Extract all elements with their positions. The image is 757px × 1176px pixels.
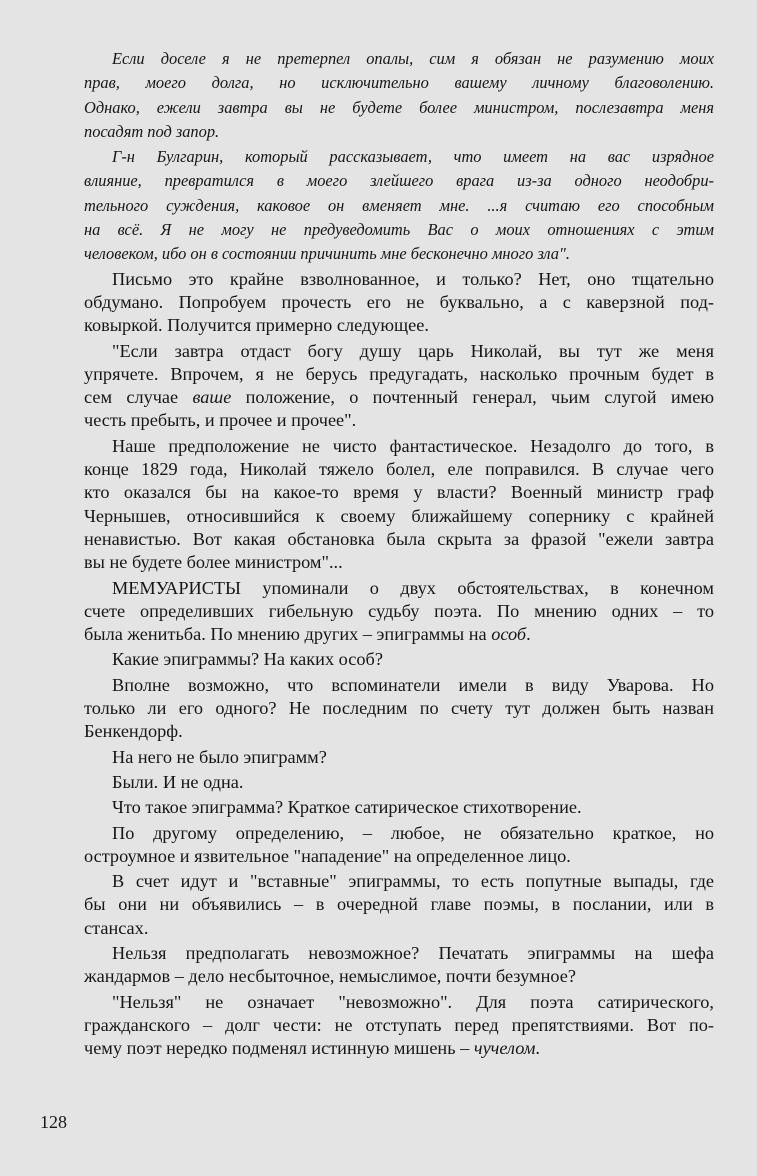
quoted-paragraph: [84, 145, 714, 266]
text-line: вы не будете более министром"...: [84, 552, 343, 573]
text-line: посадят под запор.: [84, 121, 220, 141]
text-line: Нельзя предполагать невозможное? Печатать эпиграммы на шефа: [112, 942, 714, 963]
text-line: ковыркой. Получится примерно следующее.: [84, 315, 429, 336]
emphasis: особ: [491, 624, 527, 645]
text-line: Наше предположение не чисто фантастическое. Незадолго до того, в: [112, 435, 714, 456]
paragraph: [84, 870, 714, 940]
text-line: остроумное и язвительное "нападение" на определенное лицо.: [84, 845, 571, 866]
text-line: честь пребыть, и прочее и прочее".: [84, 410, 357, 431]
text-line: По другому определению, – любое, не обязательно краткое, но: [112, 822, 714, 843]
text-line: жандармов – дело несбыточное, немыслимое, почти безумное?: [84, 966, 576, 987]
text-line: прав, моего долга, но исключительно вашему личному благоволению.: [84, 73, 714, 93]
text-line: гражданского – долг чести: не отступать перед препятствиями. Вот по-: [84, 1014, 714, 1035]
paragraph: [84, 435, 714, 575]
paragraph: [84, 771, 714, 794]
text-line: ненавистью. Вот какая обстановка была скрыта за фразой "ежели завтра: [84, 528, 714, 549]
text-line: Какие эпиграммы? На каких особ?: [112, 649, 383, 670]
emphasis: ваше: [192, 387, 232, 408]
text-line: тельного суждения, каковое он вменяет мне. ...я считаю его способным: [84, 195, 714, 215]
paragraph: [84, 577, 714, 647]
text-line: чему поэт нередко подменял истинную мишень – чучелом.: [84, 1038, 540, 1059]
text-line: В счет идут и "вставные" эпиграммы, то есть попутные выпады, где: [112, 871, 714, 892]
text-line: "Если завтра отдаст богу душу царь Николай, вы тут же меня: [112, 340, 714, 361]
text-line: Были. И не одна.: [112, 771, 244, 792]
paragraph: [84, 340, 714, 433]
paragraph: [84, 796, 714, 819]
paragraph: [84, 822, 714, 869]
text-line: была женитьба. По мнению других – эпиграммы на особ.: [84, 624, 531, 645]
text-line: человеком, ибо он в состоянии причинить мне бесконечно много зла".: [84, 244, 570, 264]
page-number: 128: [40, 1112, 67, 1132]
paragraph: [84, 746, 714, 769]
text-line: бы они ни объявились – в очередной главе поэмы, в послании, или в: [84, 894, 714, 915]
text-line: "Нельзя" не означает "невозможно". Для поэта сатирического,: [112, 991, 714, 1012]
text-line: счете определивших гибельную судьбу поэта. По мнению одних – то: [84, 600, 714, 621]
page-text: [84, 47, 714, 1062]
text-line: На него не было эпиграмм?: [112, 746, 327, 767]
text-line: Г-н Булгарин, который рассказывает, что имеет на вас изрядное: [112, 147, 714, 167]
paragraph: [84, 991, 714, 1061]
quoted-paragraph: [84, 47, 714, 144]
paragraph: [84, 674, 714, 744]
emphasis: чучелом: [473, 1038, 536, 1059]
text-line: только ли его одного? Не последним по счету тут должен быть назван: [84, 698, 714, 719]
paragraph: [84, 942, 714, 989]
text-line: сем случае ваше положение, о почтенный генерал, чьим слугой имею: [84, 387, 714, 408]
text-line: конце 1829 года, Николай тяжело болел, еле поправился. В случае чего: [84, 459, 714, 480]
text-line: обдумано. Попробуем прочесть его не буквально, а с каверзной под-: [84, 291, 714, 312]
text-line: на всё. Я не могу не предуведомить Вас о моих отношениях с этим: [84, 220, 714, 240]
text-line: МЕМУАРИСТЫ упоминали о двух обстоятельствах, в конечном: [112, 577, 714, 598]
text-line: Бенкендорф.: [84, 721, 183, 742]
text-line: Письмо это крайне взволнованное, и только? Нет, оно тщательно: [112, 268, 714, 289]
text-line: Вполне возможно, что вспоминатели имели в виду Уварова. Но: [112, 674, 714, 695]
text-line: влияние, превратился в моего злейшего врага из-за одного неодобри-: [84, 171, 714, 191]
text-line: стансах.: [84, 917, 149, 938]
paragraph: [84, 268, 714, 338]
paragraph: [84, 648, 714, 671]
text-line: Чернышев, относившийся к своему ближайшему сопернику с крайней: [84, 505, 714, 526]
text-line: Если доселе я не претерпел опалы, сим я обязан не разумению моих: [112, 49, 714, 68]
text-line: кто оказался бы на какое-то время у власти? Военный министр граф: [84, 482, 714, 503]
text-line: Однако, ежели завтра вы не будете более министром, послезавтра меня: [84, 97, 714, 117]
text-line: Что такое эпиграмма? Краткое сатирическое стихотворение.: [112, 797, 582, 818]
text-line: упрячете. Впрочем, я не берусь предугадать, насколько прочным будет в: [84, 363, 714, 384]
